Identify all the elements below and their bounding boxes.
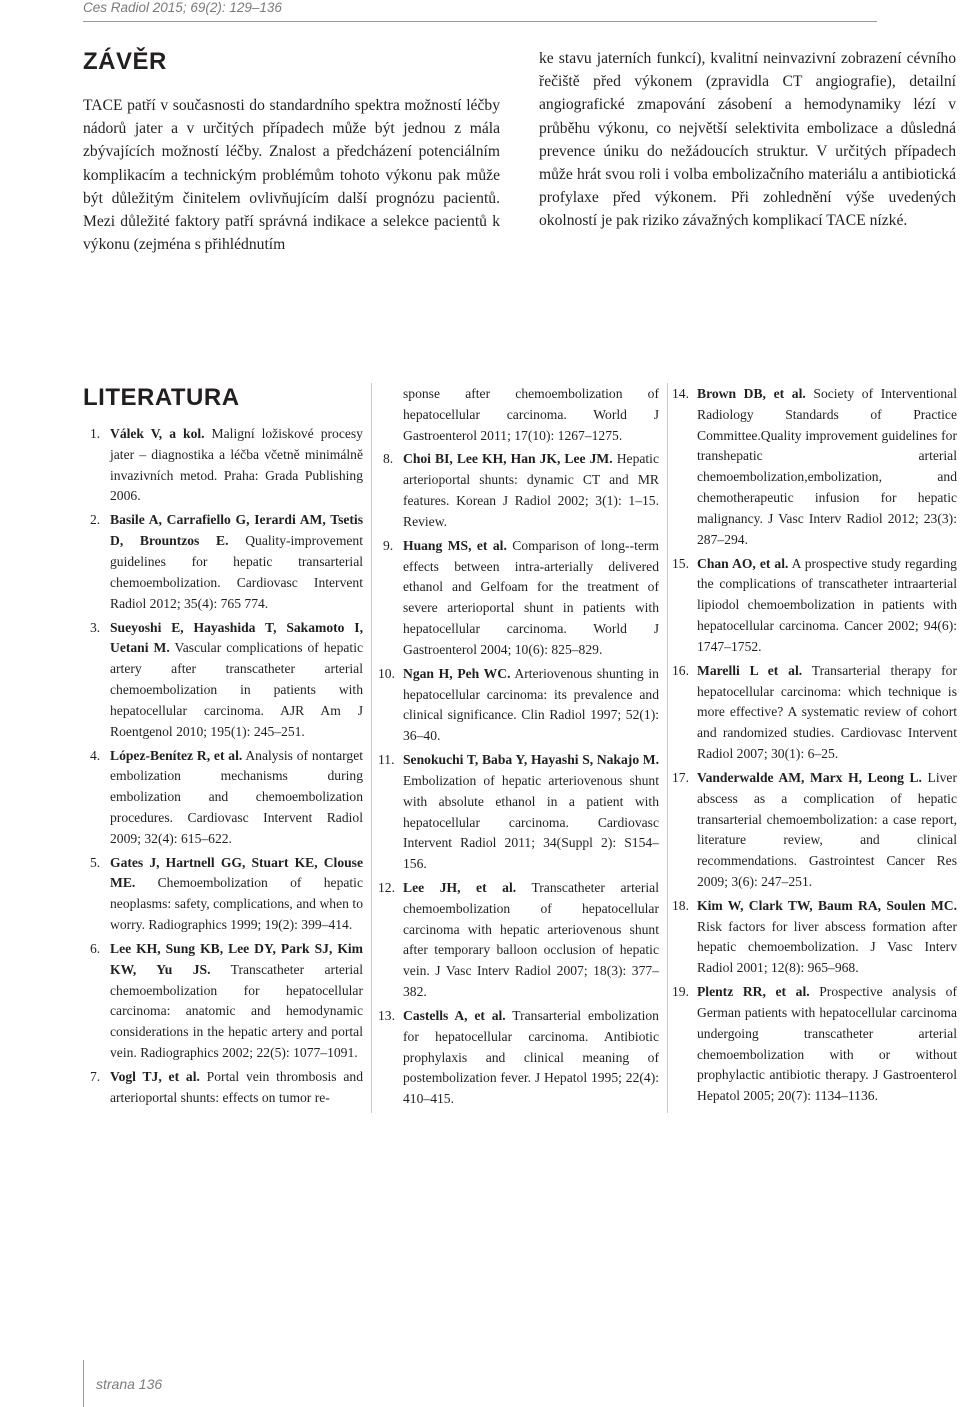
reference-continuation: sponse after chemoembolization of hepatocellular carcinoma. World J Gastroenterol 2011; 17(10): 1267–1275. <box>403 386 659 443</box>
reference-text: Maligní ložiskové procesy jater – diagnostika a léčba včetně minimálně invazivních metod. Praha: Grada Publishing 2006. <box>110 426 363 504</box>
reference-authors: Basile A, Carrafiello G, Ierardi AM, Tsetis D, Brountzos E. <box>110 512 363 549</box>
reference-item <box>672 384 957 550</box>
reference-authors: Vogl TJ, et al. <box>110 1069 200 1085</box>
page-number: strana 136 <box>96 1376 163 1392</box>
reference-authors: Lee JH, et al. <box>403 880 517 896</box>
reference-authors: Válek V, a kol. <box>110 426 205 441</box>
reference-number: 11. <box>378 752 395 768</box>
reference-text: Prospective analysis of German patients with hepatocellular carcinoma undergoing transcatheter arterial chemoembolization with or without prophylactic antibiotic therapy. J Gastroenterol Hepatol 2005; 20(7): 1134–1136. <box>697 984 957 1104</box>
reference-authors: Lee KH, Sung KB, Lee DY, Park SJ, Kim KW, Yu JS. <box>110 941 363 977</box>
reference-number: 12. <box>378 880 395 896</box>
reference-number: 5. <box>90 854 101 870</box>
reference-item <box>90 746 363 850</box>
reference-item <box>90 853 363 936</box>
reference-text: Vascular complications of hepatic artery after transcatheter arterial chemoembolization in patients with hepatocellular carcinoma. AJR Am J Roentgenol 2010; 195(1): 245–251. <box>110 640 363 739</box>
reference-authors: Gates J, Hartnell GG, Stuart KE, Clouse ME. <box>110 854 363 891</box>
reference-number: 10. <box>378 665 395 681</box>
header-rule <box>83 21 877 22</box>
reference-list <box>672 384 957 1107</box>
footer-rule <box>83 1360 84 1407</box>
reference-item <box>383 536 659 661</box>
reference-item <box>672 896 957 979</box>
conclusion-right-column <box>539 47 956 233</box>
conclusion-paragraph-right: ke stavu jaterních funkcí), kvalitní neinvazivní zobrazení cévního řečiště před výkonem (zpravidla CT angiografie), detailní angiografické zmapování zásobení a hemodynamiky lézí v průběhu výkonu, co největší selektivita embolizace a důsledná prevence úniku do nežádoucích struktur. V určitých případech může hrát svou roli i volba embolizačního materiálu a antibiotická profylaxe před výkonem. Při zohlednění výše uvedených okolností je pak riziko závažných komplikací TACE nízké. <box>539 50 956 230</box>
reference-text: Transcatheter arterial chemoembolization for hepatocellular carcinoma: anatomic and hemodynamic considerations in the hepatic artery and portal vein. Radiographics 2002; 22(5): 1077–1091. <box>110 961 363 1061</box>
reference-number: 13. <box>378 1008 395 1024</box>
reference-item <box>378 1006 659 1110</box>
reference-text: Quality-improvement guidelines for hepatic transarterial chemoembolization. Cardiovasc Intervent Radiol 2012; 35(4): 765 774. <box>110 533 363 611</box>
reference-number: 2. <box>90 512 101 528</box>
reference-number: 19. <box>672 984 689 1000</box>
reference-authors: Choi BI, Lee KH, Han JK, Lee JM. <box>403 451 613 467</box>
reference-item <box>383 449 659 532</box>
references-heading: LITERATURA <box>83 384 240 411</box>
reference-text: Chemoembolization of hepatic neoplasms: safety, complications, and when to worry. Radiographics 1999; 19(2): 399–414. <box>110 875 363 933</box>
reference-item <box>90 510 363 614</box>
reference-authors: Huang MS, et al. <box>403 537 507 553</box>
reference-text: Embolization of hepatic arteriovenous shunt with absolute ethanol in a patient with hepatocellular carcinoma. Cardiovasc Intervent Radiol 2011; 34(Suppl 2): S154–156. <box>403 772 659 872</box>
reference-item <box>90 939 363 1064</box>
reference-authors: Ngan H, Peh WC. <box>403 665 511 681</box>
reference-item <box>672 982 957 1107</box>
reference-authors: Kim W, Clark TW, Baum RA, Soulen MC. <box>697 897 957 913</box>
reference-number: 16. <box>672 662 689 678</box>
reference-number: 4. <box>90 747 101 763</box>
reference-item <box>378 664 659 747</box>
references-column-2 <box>378 384 659 1113</box>
reference-item <box>90 1067 363 1109</box>
reference-number: 6. <box>90 941 101 957</box>
reference-number: 8. <box>383 451 394 467</box>
reference-item <box>378 750 659 875</box>
conclusion-left-column <box>83 94 500 256</box>
reference-item <box>90 424 363 507</box>
reference-text: Transarterial therapy for hepatocellular carcinoma: which technique is more effective? A systematic review of cohort and randomized studies. Cardiovasc Intervent Radiol 2007; 30(1): 6–25. <box>697 662 957 761</box>
reference-text: Transcatheter arterial chemoembolization of hepatocellular carcinoma with hepatic arteriovenous shunt after temporary balloon occlusion of hepatic vein. J Vasc Interv Radiol 2007; 18(3): 377–382. <box>403 880 659 1000</box>
reference-number: 7. <box>90 1069 101 1085</box>
reference-text: Arteriovenous shunting in hepatocellular carcinoma: its prevalence and clinical significance. Clin Radiol 1997; 52(1): 36–40. <box>403 665 659 744</box>
references-column-3 <box>672 384 957 1110</box>
reference-number: 3. <box>90 619 101 635</box>
reference-authors: Chan AO, et al. <box>697 555 789 571</box>
reference-number: 14. <box>672 386 689 401</box>
reference-item <box>90 618 363 743</box>
reference-text: A prospective study regarding the complications of transcatheter intraarterial lipiodol chemoembolization in patients with hepatocellular carcinoma. Cancer 2002; 94(6): 1747–1752. <box>697 555 957 654</box>
reference-authors: Castells A, et al. <box>403 1008 506 1024</box>
reference-authors: Vanderwalde AM, Marx H, Leong L. <box>697 769 922 785</box>
reference-list <box>378 449 659 1110</box>
reference-list <box>90 424 363 1109</box>
conclusion-paragraph-left: TACE patří v současnosti do standardního spektra možností léčby nádorů jater a v určitých případech může být jednou z mála zbývajících možností léčby. Znalost a předcházení potenciálním komplikacím a technickým problémům tohoto výkonu pak může být důležitým činitelem ovlivňujícím další prognózu pacientů. Mezi důležité faktory patří správná indikace a selekce pacientů k výkonu (zejména s přihlédnutím <box>83 97 500 254</box>
reference-text: Analysis of nontarget embolization mechanisms during embolization and chemoembolization procedures. Cardiovasc Intervent Radiol 2009; 32(4): 615–622. <box>110 747 363 846</box>
reference-item <box>672 768 957 893</box>
references-column-1 <box>90 424 363 1112</box>
reference-authors: Sueyoshi E, Hayashida T, Sakamoto I, Uetani M. <box>110 619 363 656</box>
reference-number: 18. <box>672 897 689 913</box>
reference-text: Hepatic arterioportal shunts: dynamic CT and MR features. Korean J Radiol 2002; 3(1): 1–15. Review. <box>403 451 659 529</box>
reference-authors: Brown DB, et al. <box>697 386 806 401</box>
reference-number: 1. <box>90 426 101 441</box>
reference-authors: López-Benítez R, et al. <box>110 747 243 763</box>
reference-number: 17. <box>672 769 689 785</box>
reference-item <box>378 878 659 1003</box>
reference-authors: Senokuchi T, Baba Y, Hayashi S, Nakajo M. <box>403 752 659 768</box>
running-head: Ces Radiol 2015; 69(2): 129–136 <box>83 0 282 15</box>
conclusion-heading: ZÁVĚR <box>83 48 167 75</box>
reference-number: 15. <box>672 555 689 571</box>
reference-authors: Marelli L et al. <box>697 662 803 678</box>
reference-text: Risk factors for liver abscess formation after hepatic chemoembolization. J Vasc Interv Radiol 2001; 12(8): 965–968. <box>697 918 957 976</box>
reference-text: Portal vein thrombosis and arterioportal shunts: effects on tumor re- <box>110 1069 363 1105</box>
reference-item <box>672 661 957 765</box>
reference-authors: Plentz RR, et al. <box>697 984 810 1000</box>
reference-text: Comparison of long--term effects between intra-arterially delivered ethanol and Gelfoam for the treatment of severe arterioportal shunt in patients with hepatocellular carcinoma. World J Gastroenterol 2004; 10(6): 825–829. <box>403 537 659 657</box>
reference-item <box>672 554 957 658</box>
reference-text: Society of Interventional Radiology Standards of Practice Committee.Quality improvement guidelines for transhepatic arterial chemoembolization,embolization, and chemotherapeutic infusion for hepatic malignancy. J Vasc Interv Radiol 2012; 23(3): 287–294. <box>697 386 957 547</box>
reference-number: 9. <box>383 537 394 553</box>
column-divider <box>371 383 372 1113</box>
column-divider <box>667 383 668 1113</box>
reference-text: Transarterial embolization for hepatocellular carcinoma. Antibiotic prophylaxis and clinical meaning of postembolization fever. J Hepatol 1995; 22(4): 410–415. <box>403 1008 659 1107</box>
reference-text: Liver abscess as a complication of hepatic transarterial chemoembolization: a case report, literature review, and clinical recommendations. Gastrointest Cancer Res 2009; 3(6): 247–251. <box>697 769 957 889</box>
